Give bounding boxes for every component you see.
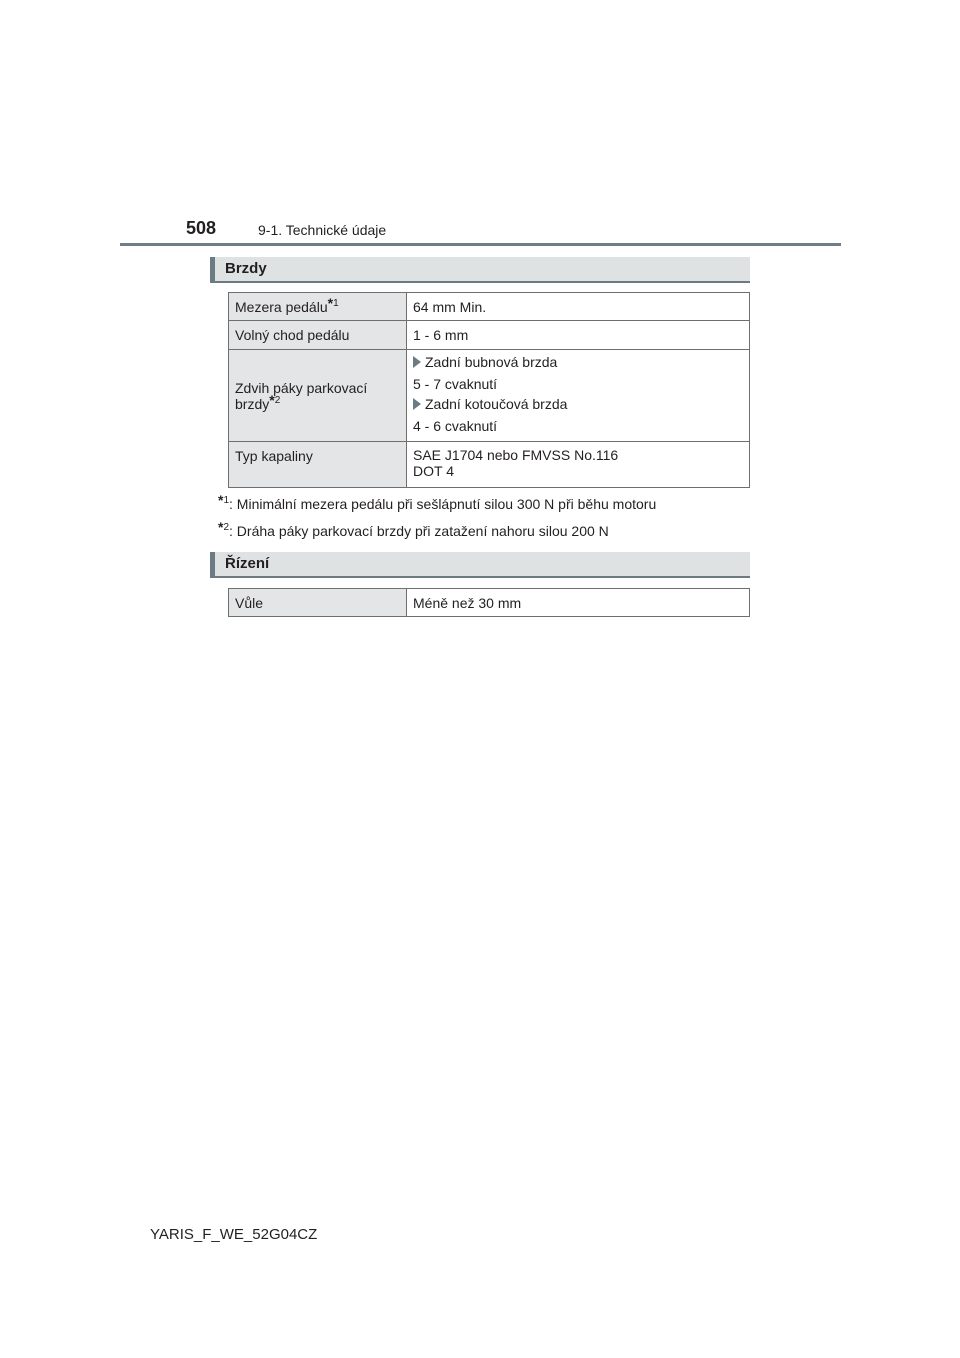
footnote-mark: * bbox=[218, 492, 224, 509]
freeplay-value: Méně než 30 mm bbox=[407, 589, 750, 617]
footnote-ref-2: 2 bbox=[274, 394, 281, 406]
pedal-clearance-value: 64 mm Min. bbox=[407, 293, 750, 321]
brakes-heading-text: Brzdy bbox=[225, 260, 267, 277]
drum-brake-value: 5 - 7 cvaknutí bbox=[413, 375, 498, 392]
fluid-type-value bbox=[407, 442, 750, 488]
triangle-bullet-icon bbox=[413, 398, 421, 410]
fluid-type-label: Typ kapaliny bbox=[229, 442, 407, 488]
disc-brake-value: 4 - 6 cvaknutí bbox=[413, 417, 498, 434]
table-row bbox=[229, 589, 750, 617]
steering-table bbox=[228, 588, 750, 617]
footnote-text: : Dráha páky parkovací brzdy při zatažení nahoru silou 200 N bbox=[229, 523, 609, 539]
triangle-bullet-icon bbox=[413, 356, 421, 368]
steering-heading-text: Řízení bbox=[225, 555, 270, 572]
parking-brake-value bbox=[407, 350, 750, 442]
footnote-2 bbox=[218, 519, 609, 539]
table-label-cell bbox=[229, 293, 407, 321]
parking-brake-label: Zdvih páky parkovací brzdy bbox=[235, 379, 368, 412]
document-code: YARIS_F_WE_52G04CZ bbox=[150, 1226, 318, 1243]
brakes-table bbox=[228, 292, 750, 488]
table-row bbox=[229, 442, 750, 488]
list-item bbox=[413, 396, 743, 412]
footnote-mark: * bbox=[218, 519, 224, 536]
section-title: 9-1. Technické údaje bbox=[258, 222, 387, 238]
header-divider bbox=[120, 243, 841, 246]
pedal-clearance-label: Mezera pedálu bbox=[235, 298, 328, 315]
page-header bbox=[0, 0, 960, 250]
list-item bbox=[413, 354, 743, 370]
table-label-cell bbox=[229, 350, 407, 442]
table-row bbox=[229, 293, 750, 321]
table-row bbox=[229, 350, 750, 442]
fluid-type-line-2: DOT 4 bbox=[413, 463, 454, 479]
pedal-freeplay-label: Volný chod pedálu bbox=[229, 321, 407, 350]
footnote-mark: * bbox=[327, 294, 334, 311]
drum-brake-label: Zadní bubnová brzda bbox=[425, 353, 558, 370]
page-number: 508 bbox=[186, 218, 217, 238]
steering-heading bbox=[210, 552, 750, 578]
freeplay-label: Vůle bbox=[229, 589, 407, 617]
footnote-mark: * bbox=[269, 391, 275, 408]
brakes-heading bbox=[210, 257, 750, 283]
pedal-freeplay-value: 1 - 6 mm bbox=[407, 321, 750, 350]
footnote-text: : Minimální mezera pedálu při sešlápnutí silou 300 N při běhu motoru bbox=[229, 496, 657, 512]
table-row bbox=[229, 321, 750, 350]
footnote-number: 1 bbox=[223, 495, 230, 507]
footnote-1 bbox=[218, 492, 657, 512]
disc-brake-label: Zadní kotoučová brzda bbox=[425, 395, 568, 412]
footnote-number: 2 bbox=[223, 522, 230, 534]
fluid-type-line-1: SAE J1704 nebo FMVSS No.116 bbox=[413, 447, 619, 463]
footnote-ref-1: 1 bbox=[333, 297, 339, 309]
